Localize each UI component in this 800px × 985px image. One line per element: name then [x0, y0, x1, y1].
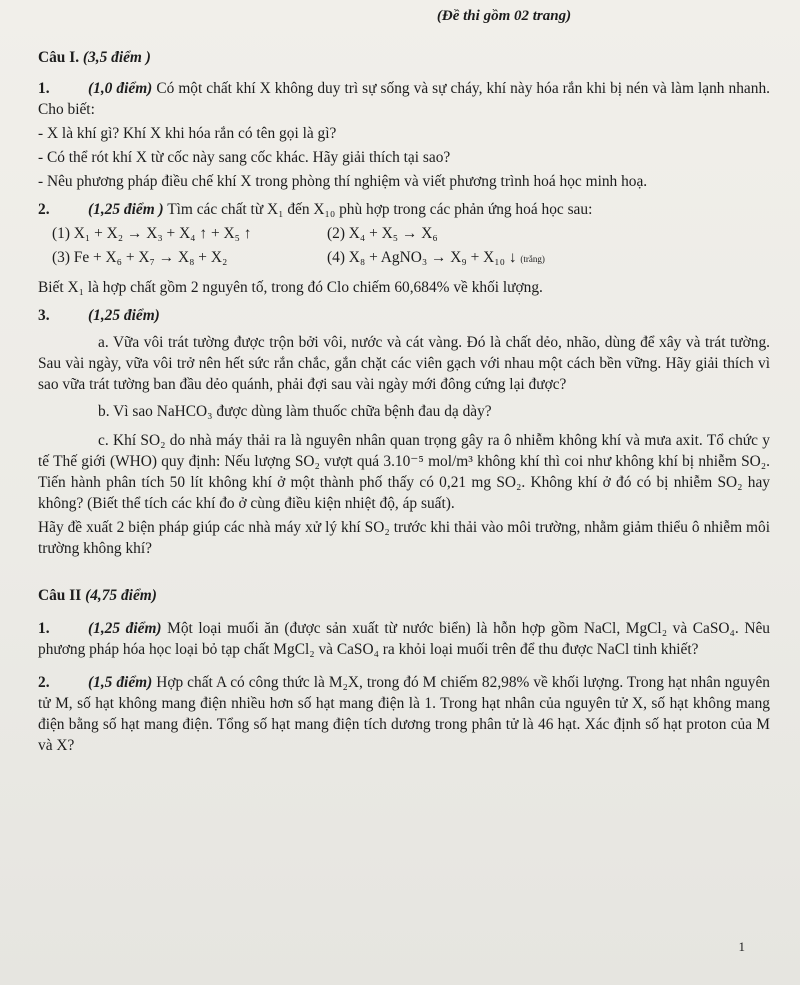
section-1-points: (3,5 điểm ) — [82, 49, 151, 66]
question-1-3-b: b. Vì sao NaHCO₃ được dùng làm thuốc chữa bệnh đau dạ dày? — [98, 403, 492, 420]
question-1-2-note: Biết X₁ là hợp chất gồm 2 nguyên tố, trong đó Clo chiếm 60,684% về khối lượng. — [38, 279, 543, 296]
header-note: (Đề thi gồm 02 trang) — [436, 8, 572, 24]
equation-4-note: (trắng) — [520, 254, 545, 264]
page-number: 1 — [738, 939, 745, 954]
equation-2: (2) X₄ + X₅ → X₆ — [327, 225, 438, 242]
equation-row-1 — [38, 223, 770, 244]
question-1-2 — [38, 199, 770, 220]
question-1-2-points: (1,25 điểm ) — [88, 201, 164, 218]
question-2-1-text: Một loại muối ăn (được sản xuất từ nước biển) là hỗn hợp gồm NaCl, MgCl₂ và CaSO₄. Nêu phương pháp hóa học loại bỏ tạp chất MgCl₂ và CaSO₄ ra khỏi loại muối trên để thu được NaCl tinh khiết? — [38, 620, 770, 658]
section-2-label: Câu II — [38, 587, 82, 604]
question-2-1-number: 1. — [38, 620, 50, 637]
question-1-3-c2: Hãy đề xuất 2 biện pháp giúp các nhà máy xử lý khí SO₂ trước khi thải vào môi trường, nhằm giảm thiểu ô nhiễm môi trường không khí? — [38, 519, 770, 557]
equation-1: (1) X₁ + X₂ → X₃ + X₄ ↑ + X₅ ↑ — [52, 225, 252, 242]
question-1-2-text: Tìm các chất từ X₁ đến X₁₀ phù hợp trong các phản ứng hoá học sau: — [163, 201, 593, 218]
question-1-1-number: 1. — [38, 80, 50, 97]
question-2-2-text: Hợp chất A có công thức là M₂X, trong đó M chiếm 82,98% về khối lượng. Trong hạt nhân nguyên tử M, số hạt không mang điện nhiều hơn số hạt mang điện là 1. Trong hạt nhân của nguyên tử X, số hạt không mang điện bằng số hạt mang điện. Tổng số hạt mang điện tích dương trong phân tử là 46 hạt. Xác định số hạt proton của M và X? — [38, 674, 770, 754]
equation-4-wrap — [327, 247, 770, 270]
question-2-2 — [38, 672, 770, 756]
section-2-title — [38, 585, 770, 606]
section-2-points: (4,75 điểm) — [85, 587, 157, 604]
question-1-3-points: (1,25 điểm) — [88, 307, 160, 324]
question-2-1 — [38, 618, 770, 660]
question-1-1 — [38, 78, 770, 120]
question-1-3-c: c. Khí SO₂ do nhà máy thải ra là nguyên nhân quan trọng gây ra ô nhiễm không khí và mưa axit. Tổ chức y tế Thế giới (WHO) quy định: Nếu lượng SO₂ vượt quá 3.10⁻⁵ mol/m³ không khí thì coi như không khí bị nhiễm SO₂. Tiến hành phân tích 50 lít không khí ở một thành phố thấy có 0,21 mg SO₂. Không khí ở đó có bị nhiễm SO₂ hay không? (Biết thể tích các khí đo ở cùng điều kiện nhiệt độ, áp suất). — [38, 432, 770, 512]
question-1-2-number: 2. — [38, 201, 50, 218]
question-1-1-points: (1,0 điểm) — [88, 80, 153, 97]
equation-4: (4) X₈ + AgNO₃ → X₉ + X₁₀ ↓ — [327, 249, 517, 266]
question-2-1-points: (1,25 điểm) — [88, 620, 162, 637]
section-1-label: Câu I. — [38, 49, 80, 66]
question-1-3-number: 3. — [38, 307, 50, 324]
question-2-2-number: 2. — [38, 674, 50, 691]
question-1-1-bullet-1: - X là khí gì? Khí X khi hóa rắn có tên gọi là gì? — [38, 125, 337, 142]
section-1-title — [38, 47, 770, 68]
question-1-1-bullet-2: - Có thể rót khí X từ cốc này sang cốc khác. Hãy giải thích tại sao? — [38, 149, 451, 166]
question-2-2-points: (1,5 điểm) — [88, 674, 153, 691]
equation-row-2 — [38, 247, 770, 270]
equation-3: (3) Fe + X₆ + X₇ → X₈ + X₂ — [52, 249, 228, 266]
question-1-3-a: a. Vữa vôi trát tường được trộn bởi vôi, nước và cát vàng. Đó là chất dẻo, nhão, dùng để xây và trát tường. Sau vài ngày, vữa vôi trở nên hết sức rắn chắc, gắn chặt các viên gạch với nhau một cách bền vững. Hãy giải thích vì sao vữa trát tường ban đầu dẻo quánh, phải đợi sau vài ngày mới đông cứng lại được? — [38, 334, 770, 393]
question-1-1-bullet-3: - Nêu phương pháp điều chế khí X trong phòng thí nghiệm và viết phương trình hoá học minh hoạ. — [38, 173, 648, 190]
question-1-3 — [38, 305, 770, 326]
question-1-1-text: Có một chất khí X không duy trì sự sống và sự cháy, khí này hóa rắn khi bị nén và làm lạnh nhanh. Cho biết: — [38, 80, 770, 118]
